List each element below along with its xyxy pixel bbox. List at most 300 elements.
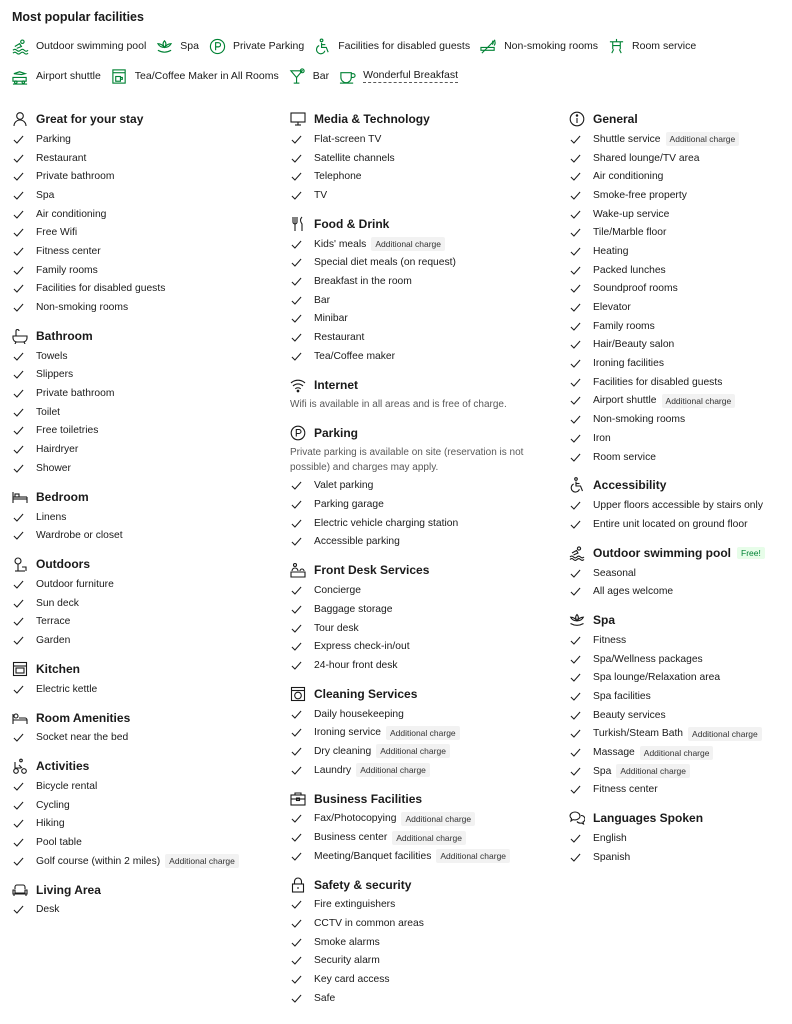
item-label: Heating bbox=[593, 245, 629, 257]
list-item bbox=[290, 600, 552, 619]
check-icon bbox=[291, 351, 302, 362]
check-icon bbox=[570, 672, 581, 683]
popular-facilities-list bbox=[12, 36, 788, 86]
check-icon bbox=[13, 407, 24, 418]
item-label: Special diet meals (on request) bbox=[314, 257, 456, 269]
list-item bbox=[569, 515, 791, 534]
item-label: Hairdryer bbox=[36, 444, 79, 456]
item-label: Key card access bbox=[314, 974, 390, 986]
list-item bbox=[12, 833, 274, 852]
list-item bbox=[12, 167, 274, 186]
pool-icon bbox=[569, 545, 585, 561]
group-title: Parking bbox=[314, 425, 359, 440]
item-label: Shared lounge/TV area bbox=[593, 152, 700, 164]
item-label: Restaurant bbox=[314, 332, 365, 344]
facilities-column-3 bbox=[569, 108, 791, 875]
group-internet bbox=[290, 374, 552, 414]
list-item bbox=[12, 205, 274, 224]
item-label: Tile/Marble floor bbox=[593, 227, 667, 239]
item-label: Smoke-free property bbox=[593, 189, 687, 201]
check-icon bbox=[570, 246, 581, 257]
popular-item-coffee-maker bbox=[111, 66, 279, 86]
list-item bbox=[290, 970, 552, 989]
group-title: Accessibility bbox=[593, 478, 667, 493]
list-item bbox=[12, 403, 274, 422]
group-business bbox=[290, 788, 552, 866]
additional-charge-badge: Additional charge bbox=[392, 831, 466, 845]
group-kitchen bbox=[12, 658, 274, 699]
popular-item-bar bbox=[289, 66, 329, 86]
list-item bbox=[290, 130, 552, 149]
briefcase-icon bbox=[290, 791, 306, 807]
list-item bbox=[12, 612, 274, 631]
coffee-cup-icon bbox=[339, 68, 356, 85]
list-item bbox=[12, 242, 274, 261]
list-item bbox=[290, 914, 552, 933]
sofa-icon bbox=[12, 882, 28, 898]
list-item bbox=[12, 149, 274, 168]
list-item bbox=[569, 687, 791, 706]
check-icon bbox=[291, 641, 302, 652]
item-label: Hair/Beauty salon bbox=[593, 339, 675, 351]
popular-item-label: Facilities for disabled guests bbox=[338, 40, 471, 52]
check-icon bbox=[570, 500, 581, 511]
group-header bbox=[290, 559, 552, 581]
item-label: Flat-screen TV bbox=[314, 133, 382, 145]
check-icon bbox=[13, 227, 24, 238]
popular-item-pool bbox=[12, 36, 146, 56]
list-item bbox=[290, 742, 552, 761]
group-spa bbox=[569, 609, 791, 799]
check-icon bbox=[570, 519, 581, 530]
group-bathroom bbox=[12, 325, 274, 478]
item-label: Non-smoking rooms bbox=[593, 414, 686, 426]
check-icon bbox=[13, 444, 24, 455]
group-header bbox=[569, 807, 791, 829]
group-outdoors bbox=[12, 553, 274, 650]
check-icon bbox=[570, 209, 581, 220]
popular-item-shuttle bbox=[12, 66, 101, 86]
item-label: Telephone bbox=[314, 171, 362, 183]
group-title: Front Desk Services bbox=[314, 563, 430, 578]
list-item bbox=[12, 422, 274, 441]
check-icon bbox=[291, 295, 302, 306]
item-label: Minibar bbox=[314, 313, 348, 325]
group-food-drink bbox=[290, 213, 552, 366]
list-item bbox=[12, 680, 274, 699]
check-icon bbox=[570, 654, 581, 665]
check-icon bbox=[570, 586, 581, 597]
group-front-desk bbox=[290, 559, 552, 674]
popular-item-label[interactable]: Wonderful Breakfast bbox=[363, 69, 459, 81]
item-label: Ironing facilities bbox=[593, 358, 664, 370]
check-icon bbox=[291, 623, 302, 634]
group-header bbox=[290, 374, 552, 396]
check-icon bbox=[291, 257, 302, 268]
check-icon bbox=[291, 134, 302, 145]
check-icon bbox=[13, 209, 24, 220]
popular-item-label: Outdoor swimming pool bbox=[36, 40, 147, 52]
group-title: Outdoor swimming pool bbox=[593, 545, 731, 560]
item-label: TV bbox=[314, 189, 328, 201]
list-item bbox=[290, 933, 552, 952]
check-icon bbox=[291, 727, 302, 738]
item-label: 24-hour front desk bbox=[314, 659, 398, 671]
facilities-column-2 bbox=[290, 108, 552, 1016]
check-icon bbox=[291, 499, 302, 510]
group-header bbox=[12, 707, 274, 729]
check-icon bbox=[13, 904, 24, 915]
group-title: Living Area bbox=[36, 882, 101, 897]
list-item bbox=[12, 631, 274, 650]
check-icon bbox=[13, 134, 24, 145]
check-icon bbox=[291, 765, 302, 776]
item-label: Electric vehicle charging station bbox=[314, 517, 459, 529]
check-icon bbox=[291, 832, 302, 843]
list-item bbox=[12, 729, 274, 748]
washing-machine-icon bbox=[290, 686, 306, 702]
list-item bbox=[290, 477, 552, 496]
check-icon bbox=[13, 781, 24, 792]
group-header bbox=[12, 658, 274, 680]
list-item bbox=[569, 631, 791, 650]
list-item bbox=[12, 796, 274, 815]
list-item bbox=[569, 848, 791, 867]
list-item bbox=[290, 896, 552, 915]
wheelchair-icon bbox=[569, 477, 585, 493]
list-item bbox=[569, 669, 791, 688]
list-item bbox=[569, 650, 791, 669]
group-general bbox=[569, 108, 791, 466]
item-label: Wake-up service bbox=[593, 208, 670, 220]
item-label: Satellite channels bbox=[314, 152, 395, 164]
list-item bbox=[290, 149, 552, 168]
list-item bbox=[569, 410, 791, 429]
list-item bbox=[12, 777, 274, 796]
check-icon bbox=[291, 660, 302, 671]
item-label: Daily housekeeping bbox=[314, 708, 404, 720]
list-item bbox=[12, 130, 274, 149]
additional-charge-badge: Additional charge bbox=[376, 744, 450, 758]
item-label: Non-smoking rooms bbox=[36, 302, 129, 314]
check-icon bbox=[570, 568, 581, 579]
list-item bbox=[290, 347, 552, 366]
check-icon bbox=[570, 283, 581, 294]
group-activities bbox=[12, 755, 274, 870]
list-item bbox=[290, 533, 552, 552]
group-title: Cleaning Services bbox=[314, 686, 418, 701]
check-icon bbox=[570, 153, 581, 164]
parking-icon bbox=[290, 425, 306, 441]
item-label: Wardrobe or closet bbox=[36, 530, 123, 542]
check-icon bbox=[291, 480, 302, 491]
popular-item-label: Private Parking bbox=[232, 40, 305, 52]
item-label: Soundproof rooms bbox=[593, 283, 678, 295]
list-item bbox=[290, 656, 552, 675]
list-item bbox=[569, 167, 791, 186]
group-title: Outdoors bbox=[36, 557, 90, 572]
item-label: Towels bbox=[36, 350, 68, 362]
item-label: Seasonal bbox=[593, 567, 636, 579]
group-header bbox=[290, 213, 552, 235]
check-icon bbox=[570, 358, 581, 369]
group-accessibility bbox=[569, 474, 791, 533]
item-label: Ironing service bbox=[314, 727, 381, 739]
item-label: Turkish/Steam Bath bbox=[593, 728, 684, 740]
item-label: Packed lunches bbox=[593, 264, 666, 276]
list-item bbox=[569, 725, 791, 744]
list-item bbox=[290, 514, 552, 533]
item-label: Socket near the bed bbox=[36, 732, 129, 744]
list-item bbox=[290, 705, 552, 724]
group-living-area bbox=[12, 879, 274, 920]
check-icon bbox=[13, 684, 24, 695]
list-item bbox=[12, 298, 274, 317]
item-label: Toilet bbox=[36, 406, 61, 418]
check-icon bbox=[570, 302, 581, 313]
list-item bbox=[12, 575, 274, 594]
group-header bbox=[12, 108, 274, 130]
list-item bbox=[569, 829, 791, 848]
list-item bbox=[12, 440, 274, 459]
item-label: Concierge bbox=[314, 585, 361, 597]
list-item bbox=[569, 354, 791, 373]
list-item bbox=[569, 298, 791, 317]
list-item bbox=[569, 317, 791, 336]
check-icon bbox=[291, 536, 302, 547]
check-icon bbox=[13, 856, 24, 867]
item-label: Restaurant bbox=[36, 152, 87, 164]
check-icon bbox=[570, 265, 581, 276]
person-icon bbox=[12, 111, 28, 127]
item-label: Fire extinguishers bbox=[314, 899, 396, 911]
check-icon bbox=[570, 452, 581, 463]
list-item bbox=[569, 564, 791, 583]
list-item bbox=[12, 852, 274, 871]
monitor-icon bbox=[290, 111, 306, 127]
check-icon bbox=[13, 171, 24, 182]
check-icon bbox=[570, 171, 581, 182]
popular-facilities bbox=[12, 10, 788, 86]
list-item bbox=[569, 429, 791, 448]
person-bed-icon bbox=[12, 710, 28, 726]
check-icon bbox=[13, 153, 24, 164]
group-header bbox=[569, 609, 791, 631]
check-icon bbox=[291, 746, 302, 757]
popular-item-disabled bbox=[314, 36, 470, 56]
item-label: Baggage storage bbox=[314, 603, 393, 615]
check-icon bbox=[570, 852, 581, 863]
group-parking bbox=[290, 422, 552, 552]
item-label: Free Wifi bbox=[36, 227, 78, 239]
group-header bbox=[290, 108, 552, 130]
group-title: Activities bbox=[36, 759, 90, 774]
item-label: Express check-in/out bbox=[314, 641, 410, 653]
item-label: Spa/Wellness packages bbox=[593, 653, 703, 665]
check-icon bbox=[13, 635, 24, 646]
list-item bbox=[569, 280, 791, 299]
check-icon bbox=[13, 818, 24, 829]
bicycle-icon bbox=[12, 758, 28, 774]
check-icon bbox=[570, 784, 581, 795]
check-icon bbox=[13, 616, 24, 627]
check-icon bbox=[291, 332, 302, 343]
list-item bbox=[12, 261, 274, 280]
oven-icon bbox=[12, 661, 28, 677]
group-media-technology bbox=[290, 108, 552, 205]
item-label: Spa facilities bbox=[593, 691, 651, 703]
spa-icon bbox=[569, 612, 585, 628]
check-icon bbox=[291, 851, 302, 862]
list-item bbox=[290, 291, 552, 310]
check-icon bbox=[291, 171, 302, 182]
additional-charge-badge: Additional charge bbox=[165, 854, 239, 868]
list-item bbox=[569, 186, 791, 205]
check-icon bbox=[291, 190, 302, 201]
popular-item-parking bbox=[209, 36, 304, 56]
item-label: Slippers bbox=[36, 369, 74, 381]
popular-item-label: Bar bbox=[312, 70, 330, 82]
item-label: Smoke alarms bbox=[314, 936, 380, 948]
check-icon bbox=[13, 732, 24, 743]
item-label: Spa bbox=[36, 189, 55, 201]
list-item bbox=[569, 706, 791, 725]
popular-item-label: Airport shuttle bbox=[36, 70, 101, 82]
group-header bbox=[290, 683, 552, 705]
item-label: Sun deck bbox=[36, 597, 79, 609]
item-label: Breakfast in the room bbox=[314, 275, 412, 287]
group-cleaning bbox=[290, 683, 552, 780]
item-label: Private bathroom bbox=[36, 171, 115, 183]
check-icon bbox=[13, 463, 24, 474]
item-label: Golf course (within 2 miles) bbox=[36, 855, 161, 867]
group-header bbox=[290, 874, 552, 896]
check-icon bbox=[291, 585, 302, 596]
list-item bbox=[290, 828, 552, 847]
list-item bbox=[12, 508, 274, 527]
list-item bbox=[569, 242, 791, 261]
item-label: Family rooms bbox=[36, 264, 98, 276]
group-outdoor-pool bbox=[569, 542, 791, 601]
item-label: Room service bbox=[593, 451, 656, 463]
list-item bbox=[12, 186, 274, 205]
item-label: Iron bbox=[593, 432, 611, 444]
item-label: All ages welcome bbox=[593, 586, 674, 598]
check-icon bbox=[570, 377, 581, 388]
additional-charge-badge: Additional charge bbox=[356, 763, 430, 777]
list-item bbox=[12, 223, 274, 242]
check-icon bbox=[13, 351, 24, 362]
check-icon bbox=[13, 302, 24, 313]
check-icon bbox=[570, 190, 581, 201]
list-item bbox=[12, 280, 274, 299]
item-label: Electric kettle bbox=[36, 683, 98, 695]
room-service-icon bbox=[608, 38, 625, 55]
item-label: Air conditioning bbox=[593, 171, 664, 183]
list-item bbox=[569, 205, 791, 224]
item-label: Outdoor furniture bbox=[36, 578, 114, 590]
check-icon bbox=[13, 530, 24, 541]
item-label: Tour desk bbox=[314, 622, 359, 634]
tree-icon bbox=[12, 556, 28, 572]
group-title: Internet bbox=[314, 377, 359, 392]
group-header bbox=[12, 553, 274, 575]
check-icon bbox=[570, 414, 581, 425]
list-item bbox=[569, 130, 791, 149]
item-label: Terrace bbox=[36, 616, 71, 628]
check-icon bbox=[570, 747, 581, 758]
additional-charge-badge: Additional charge bbox=[662, 394, 736, 408]
no-smoking-icon bbox=[480, 38, 497, 55]
list-item bbox=[290, 723, 552, 742]
coffee-maker-icon bbox=[111, 68, 128, 85]
check-icon bbox=[570, 433, 581, 444]
popular-item-label: Spa bbox=[180, 40, 199, 52]
check-icon bbox=[13, 388, 24, 399]
spa-icon bbox=[156, 38, 173, 55]
item-label: Spanish bbox=[593, 851, 631, 863]
popular-item-breakfast[interactable] bbox=[339, 66, 458, 86]
check-icon bbox=[13, 265, 24, 276]
item-label: Facilities for disabled guests bbox=[593, 376, 723, 388]
concierge-icon bbox=[290, 562, 306, 578]
group-title: Food & Drink bbox=[314, 216, 390, 231]
item-label: Garden bbox=[36, 634, 71, 646]
check-icon bbox=[291, 518, 302, 529]
check-icon bbox=[291, 709, 302, 720]
item-label: Cycling bbox=[36, 799, 70, 811]
group-title: Great for your stay bbox=[36, 112, 144, 126]
list-item bbox=[290, 167, 552, 186]
check-icon bbox=[291, 313, 302, 324]
group-header bbox=[12, 325, 274, 347]
item-label: Airport shuttle bbox=[593, 395, 657, 407]
group-header bbox=[290, 422, 552, 444]
item-label: Air conditioning bbox=[36, 208, 107, 220]
item-label: Business center bbox=[314, 832, 388, 844]
item-label: Upper floors accessible by stairs only bbox=[593, 500, 763, 512]
list-item bbox=[12, 384, 274, 403]
info-icon bbox=[569, 111, 585, 127]
item-label: Spa lounge/Relaxation area bbox=[593, 672, 721, 684]
popular-item-label: Room service bbox=[632, 40, 697, 52]
list-item bbox=[290, 186, 552, 205]
list-item bbox=[290, 619, 552, 638]
item-label: Parking garage bbox=[314, 499, 384, 511]
group-title: Bathroom bbox=[36, 328, 93, 343]
check-icon bbox=[570, 691, 581, 702]
popular-item-label: Non-smoking rooms bbox=[504, 40, 599, 52]
group-title: Business Facilities bbox=[314, 791, 423, 806]
group-bedroom bbox=[12, 486, 274, 545]
group-header bbox=[12, 486, 274, 508]
check-icon bbox=[291, 813, 302, 824]
item-label: Beauty services bbox=[593, 709, 666, 721]
item-label: Parking bbox=[36, 133, 71, 145]
item-label: Family rooms bbox=[593, 320, 655, 332]
item-label: English bbox=[593, 833, 627, 845]
popular-item-label: Tea/Coffee Maker in All Rooms bbox=[134, 70, 279, 82]
group-header bbox=[290, 788, 552, 810]
group-title: Room Amenities bbox=[36, 710, 131, 725]
check-icon bbox=[570, 728, 581, 739]
facilities-column-1 bbox=[12, 108, 274, 927]
list-item bbox=[569, 261, 791, 280]
check-icon bbox=[13, 598, 24, 609]
cocktail-icon bbox=[289, 68, 306, 85]
group-header bbox=[12, 879, 274, 901]
item-label: Bar bbox=[314, 294, 331, 306]
